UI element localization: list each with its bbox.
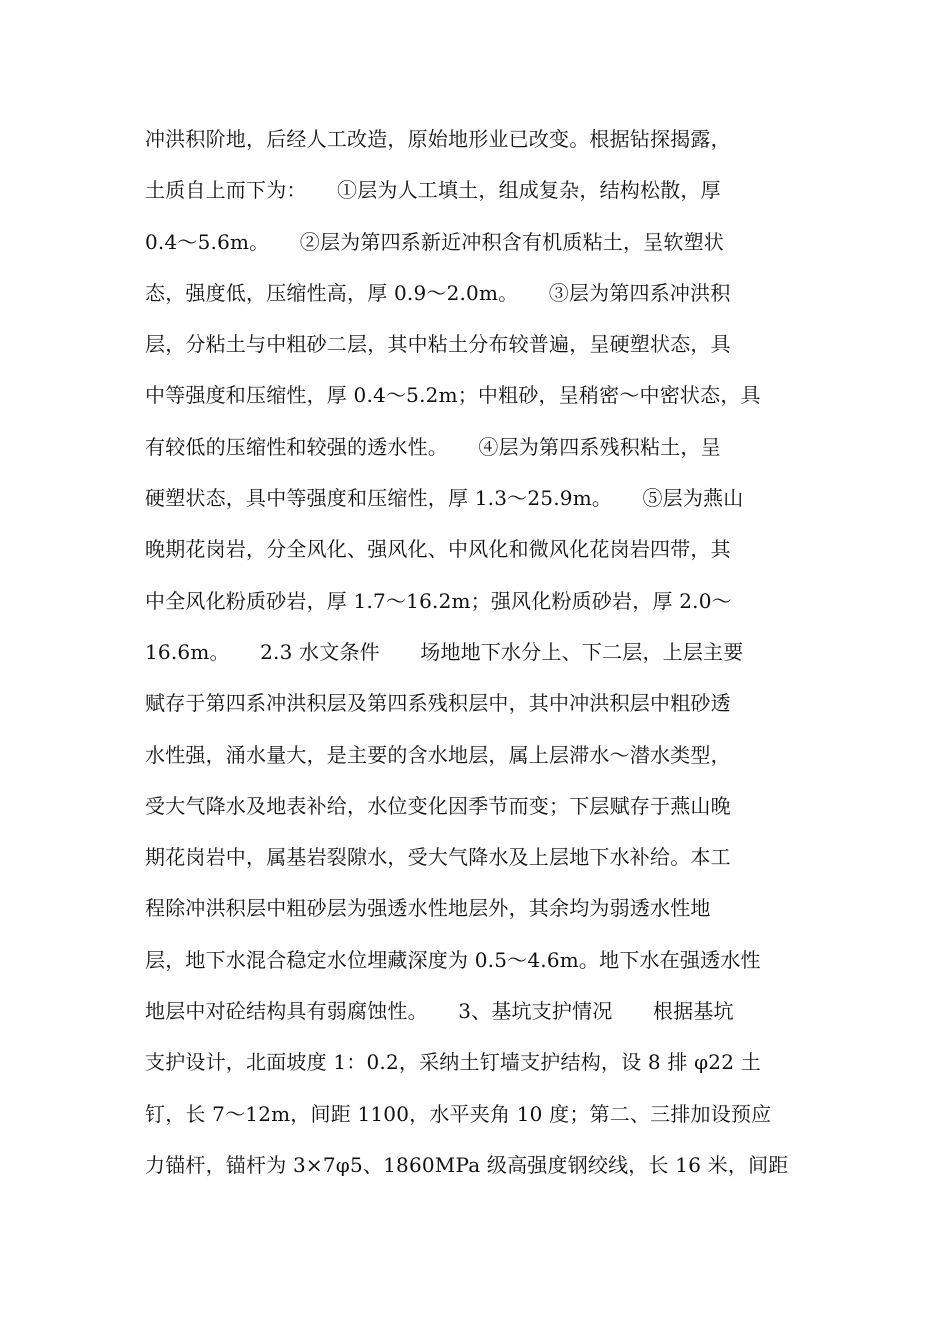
text-line: 晚期花岗岩，分全风化、强风化、中风化和微风化花岗岩四带，其 [145,537,731,562]
text-line: 冲洪积阶地，后经人工改造，原始地形业已改变。根据钻探揭露， [145,127,731,151]
text-line: 支护设计，北面坡度 1：0.2，采纳土钉墙支护结构，设 8 排 φ22 土 [145,1050,761,1075]
text-line: 程除冲洪积层中粗砂层为强透水性地层外，其余均为弱透水性地 [145,896,711,921]
text-line: 水性强，涌水量大，是主要的含水地层，属上层滞水～潜水类型， [145,742,731,767]
text-line: 赋存于第四系冲洪积层及第四系残积层中，其中冲洪积层中粗砂透 [145,691,731,716]
text-line: 层，分粘土与中粗砂二层，其中粘土分布较普遍，呈硬塑状态，具 [145,332,731,357]
text-line: 层，地下水混合稳定水位埋藏深度为 0.5～4.6m。地下水在强透水性 [145,947,761,972]
text-line: 态，强度低，压缩性高，厚 0.9～2.0m。 ③层为第四系冲洪积 [145,280,731,305]
text-line: 受大气降水及地表补给，水位变化因季节而变；下层赋存于燕山晚 [145,793,731,818]
text-line: 中全风化粉质砂岩，厚 1.7～16.2m；强风化粉质砂岩，厚 2.0～ [145,588,732,613]
text-line: 中等强度和压缩性，厚 0.4～5.2m；中粗砂，呈稍密～中密状态，具 [145,383,761,408]
text-line: 硬塑状态，具中等强度和压缩性，厚 1.3～25.9m。 ⑤层为燕山 [145,486,744,511]
text-line: 有较低的压缩性和较强的透水性。 ④层为第四系残积粘土，呈 [145,434,721,459]
text-line: 土质自上而下为： ①层为人工填土，组成复杂，结构松散，厚 [145,178,721,203]
text-line: 钉，长 7～12m，间距 1100，水平夹角 10 度；第二、三排加设预应 [145,1101,772,1126]
document-body [145,114,815,1191]
text-line: 16.6m。 2.3 水文条件 场地地下水分上、下二层，上层主要 [145,639,744,664]
text-line: 力锚杆，锚杆为 3×7φ5、1860MPa 级高强度钢绞线，长 16 米，间距 [145,1152,789,1177]
text-line: 地层中对砼结构具有弱腐蚀性。 3、基坑支护情况 根据基坑 [145,999,734,1024]
text-line: 0.4～5.6m。 ②层为第四系新近冲积含有机质粘土，呈软塑状 [145,229,724,254]
text-line: 期花岗岩中，属基岩裂隙水，受大气降水及上层地下水补给。本工 [145,845,731,870]
